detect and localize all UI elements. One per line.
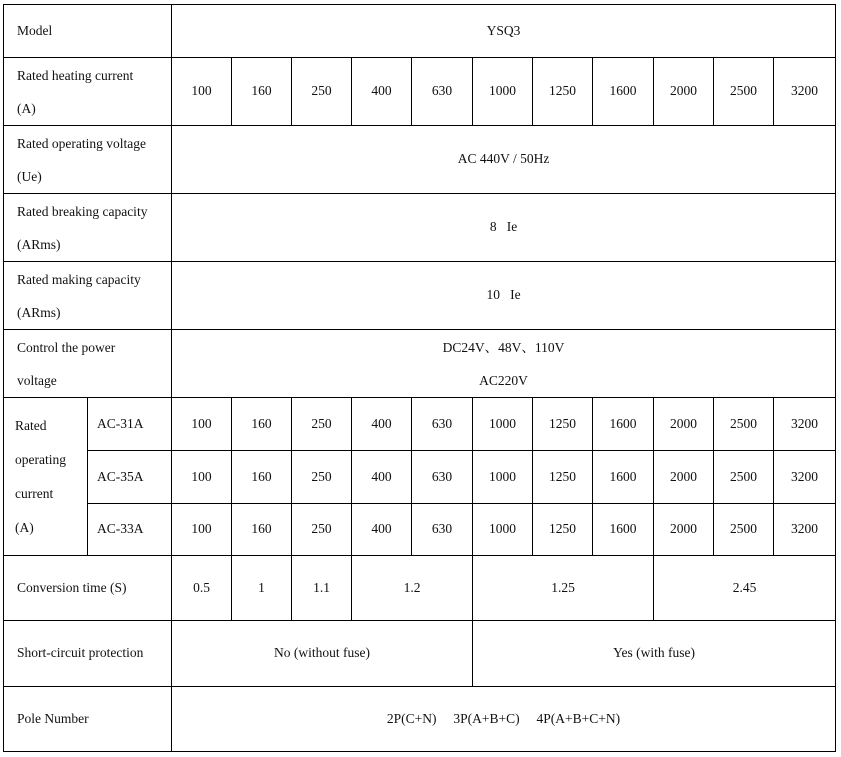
operating-voltage-label bbox=[4, 126, 172, 194]
operating-value: 2000 bbox=[654, 451, 714, 504]
heating-label-line2: (A) bbox=[17, 100, 36, 116]
heating-current-label bbox=[4, 58, 172, 126]
making-capacity-value: 10 Ie bbox=[172, 262, 836, 330]
operating-value: 630 bbox=[412, 398, 473, 451]
conversion-value: 1.1 bbox=[292, 556, 352, 621]
category-label: AC-35A bbox=[88, 451, 172, 504]
operating-value: 1600 bbox=[593, 398, 654, 451]
operating-value: 100 bbox=[172, 398, 232, 451]
row-operating-current-ac35a bbox=[4, 451, 836, 504]
operating-value: 400 bbox=[352, 504, 412, 556]
heating-value: 1000 bbox=[473, 58, 533, 126]
conversion-value: 0.5 bbox=[172, 556, 232, 621]
short-circuit-yes: Yes (with fuse) bbox=[473, 621, 836, 687]
operating-value: 1250 bbox=[533, 504, 593, 556]
operating-value: 160 bbox=[232, 504, 292, 556]
breaking-label-line2: (ARms) bbox=[17, 236, 61, 252]
row-pole-number bbox=[4, 687, 836, 752]
row-model bbox=[4, 5, 836, 58]
operating-value: 2500 bbox=[714, 398, 774, 451]
breaking-label-line1: Rated breaking capacity bbox=[17, 203, 148, 219]
operating-value: 2500 bbox=[714, 504, 774, 556]
operating-label-line4: (A) bbox=[15, 519, 34, 535]
heating-value: 1250 bbox=[533, 58, 593, 126]
operating-label-line3: current bbox=[15, 485, 54, 501]
conversion-value: 1.25 bbox=[473, 556, 654, 621]
operating-value: 630 bbox=[412, 451, 473, 504]
operating-value: 1600 bbox=[593, 451, 654, 504]
short-circuit-label: Short-circuit protection bbox=[4, 621, 172, 687]
row-conversion-time bbox=[4, 556, 836, 621]
conversion-value: 2.45 bbox=[654, 556, 836, 621]
control-label-line2: voltage bbox=[17, 372, 57, 388]
operating-value: 3200 bbox=[774, 398, 836, 451]
operating-value: 250 bbox=[292, 504, 352, 556]
operating-label-line1: Rated bbox=[15, 417, 47, 433]
operating-value: 250 bbox=[292, 451, 352, 504]
voltage-label-line2: (Ue) bbox=[17, 168, 42, 184]
row-operating-voltage bbox=[4, 126, 836, 194]
making-label-line1: Rated making capacity bbox=[17, 271, 141, 287]
voltage-label-line1: Rated operating voltage bbox=[17, 135, 146, 151]
breaking-capacity-label bbox=[4, 194, 172, 262]
operating-value: 1600 bbox=[593, 504, 654, 556]
pole-number-label: Pole Number bbox=[4, 687, 172, 752]
operating-value: 3200 bbox=[774, 504, 836, 556]
operating-value: 1000 bbox=[473, 504, 533, 556]
control-voltage-value bbox=[172, 330, 836, 398]
pole-number-value: 2P(C+N) 3P(A+B+C) 4P(A+B+C+N) bbox=[172, 687, 836, 752]
heating-value: 400 bbox=[352, 58, 412, 126]
operating-value: 1250 bbox=[533, 451, 593, 504]
heating-value: 2500 bbox=[714, 58, 774, 126]
heating-label-line1: Rated heating current bbox=[17, 67, 134, 83]
conversion-value: 1.2 bbox=[352, 556, 473, 621]
heating-value: 2000 bbox=[654, 58, 714, 126]
category-label: AC-31A bbox=[88, 398, 172, 451]
operating-value: 400 bbox=[352, 398, 412, 451]
row-operating-current-ac31a bbox=[4, 398, 836, 451]
operating-value: 3200 bbox=[774, 451, 836, 504]
model-label: Model bbox=[4, 5, 172, 58]
heating-value: 3200 bbox=[774, 58, 836, 126]
operating-value: 160 bbox=[232, 398, 292, 451]
operating-label-line2: operating bbox=[15, 451, 66, 467]
operating-value: 250 bbox=[292, 398, 352, 451]
control-voltage-ac: AC220V bbox=[479, 372, 528, 388]
operating-value: 1000 bbox=[473, 398, 533, 451]
operating-value: 100 bbox=[172, 451, 232, 504]
row-control-voltage bbox=[4, 330, 836, 398]
operating-current-label bbox=[4, 398, 88, 556]
row-breaking-capacity bbox=[4, 194, 836, 262]
making-capacity-label bbox=[4, 262, 172, 330]
row-short-circuit bbox=[4, 621, 836, 687]
operating-value: 2000 bbox=[654, 504, 714, 556]
row-heating-current bbox=[4, 58, 836, 126]
heating-value: 1600 bbox=[593, 58, 654, 126]
heating-value: 100 bbox=[172, 58, 232, 126]
operating-voltage-value: AC 440V / 50Hz bbox=[172, 126, 836, 194]
row-making-capacity bbox=[4, 262, 836, 330]
making-label-line2: (ARms) bbox=[17, 304, 61, 320]
spec-table bbox=[3, 4, 836, 752]
breaking-capacity-value: 8 Ie bbox=[172, 194, 836, 262]
operating-value: 100 bbox=[172, 504, 232, 556]
heating-value: 160 bbox=[232, 58, 292, 126]
heating-value: 630 bbox=[412, 58, 473, 126]
operating-value: 2000 bbox=[654, 398, 714, 451]
operating-value: 1250 bbox=[533, 398, 593, 451]
model-value: YSQ3 bbox=[172, 5, 836, 58]
operating-value: 1000 bbox=[473, 451, 533, 504]
operating-value: 160 bbox=[232, 451, 292, 504]
control-voltage-label bbox=[4, 330, 172, 398]
short-circuit-no: No (without fuse) bbox=[172, 621, 473, 687]
heating-value: 250 bbox=[292, 58, 352, 126]
control-voltage-dc: DC24V、48V、110V bbox=[442, 339, 565, 355]
conversion-value: 1 bbox=[232, 556, 292, 621]
conversion-time-label: Conversion time (S) bbox=[4, 556, 172, 621]
operating-value: 630 bbox=[412, 504, 473, 556]
operating-value: 400 bbox=[352, 451, 412, 504]
category-label: AC-33A bbox=[88, 504, 172, 556]
control-label-line1: Control the power bbox=[17, 339, 116, 355]
row-operating-current-ac33a bbox=[4, 504, 836, 556]
operating-value: 2500 bbox=[714, 451, 774, 504]
